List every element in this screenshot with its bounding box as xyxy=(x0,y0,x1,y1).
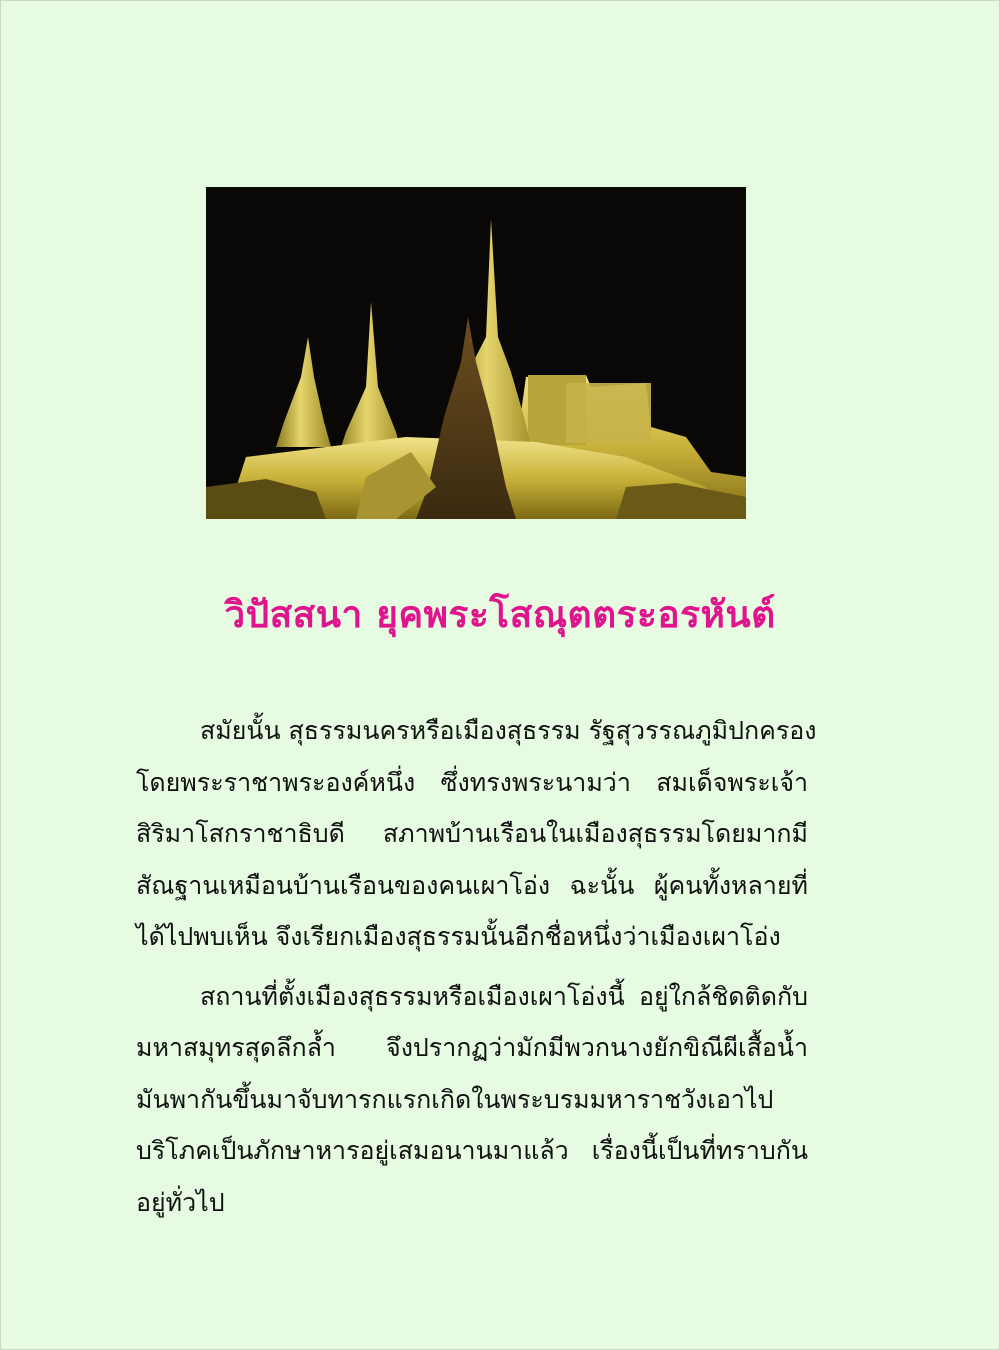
paragraph-2-line-4: บริโภคเป็นภักษาหารอยู่เสมอนานมาแล้ว เรื่องนี้เป็นที่ทราบกัน xyxy=(136,1136,808,1165)
paragraph-2 xyxy=(136,971,808,1229)
paragraph-2-line-1: สถานที่ตั้งเมืองสุธรรมหรือเมืองเผาโอ่งนี้ อยู่ใกล้ชิดติดกับ xyxy=(200,981,808,1011)
paragraph-1 xyxy=(136,705,817,963)
paragraph-1-line-2: โดยพระราชาพระองค์หนึ่ง ซึ่งทรงพระนามว่า สมเด็จพระเจ้า xyxy=(136,767,808,797)
paragraph-1-line-5: ได้ไปพบเห็น จึงเรียกเมืองสุธรรมนั้นอีกชื่อหนึ่งว่าเมืองเผาโอ่ง xyxy=(136,922,781,951)
page-title: วิปัสสนา ยุคพระโสณุตตระอรหันต์ xyxy=(224,593,776,636)
temple-photo xyxy=(206,187,746,519)
paragraph-2-line-5: อยู่ทั่วไป xyxy=(136,1187,225,1217)
paragraph-1-line-4: สัณฐานเหมือนบ้านเรือนของคนเผาโอ่ง ฉะนั้น ผู้คนทั้งหลายที่ xyxy=(136,870,808,900)
paragraph-1-line-3: สิริมาโสกราชาธิบดี สภาพบ้านเรือนในเมืองสุธรรมโดยมากมี xyxy=(136,819,808,848)
paragraph-2-line-3: มันพากันขึ้นมาจับทารกแรกเกิดในพระบรมมหาราชวังเอาไป xyxy=(136,1084,774,1114)
body-text xyxy=(136,705,817,1228)
paragraph-1-line-1: สมัยนั้น สุธรรมนครหรือเมืองสุธรรม รัฐสุวรรณภูมิปกครอง xyxy=(200,716,817,745)
paragraph-2-line-2: มหาสมุทรสุดลึกล้ำ จึงปรากฏว่ามักมีพวกนางยักขิณีผีเสื้อน้ำ xyxy=(136,1033,808,1062)
